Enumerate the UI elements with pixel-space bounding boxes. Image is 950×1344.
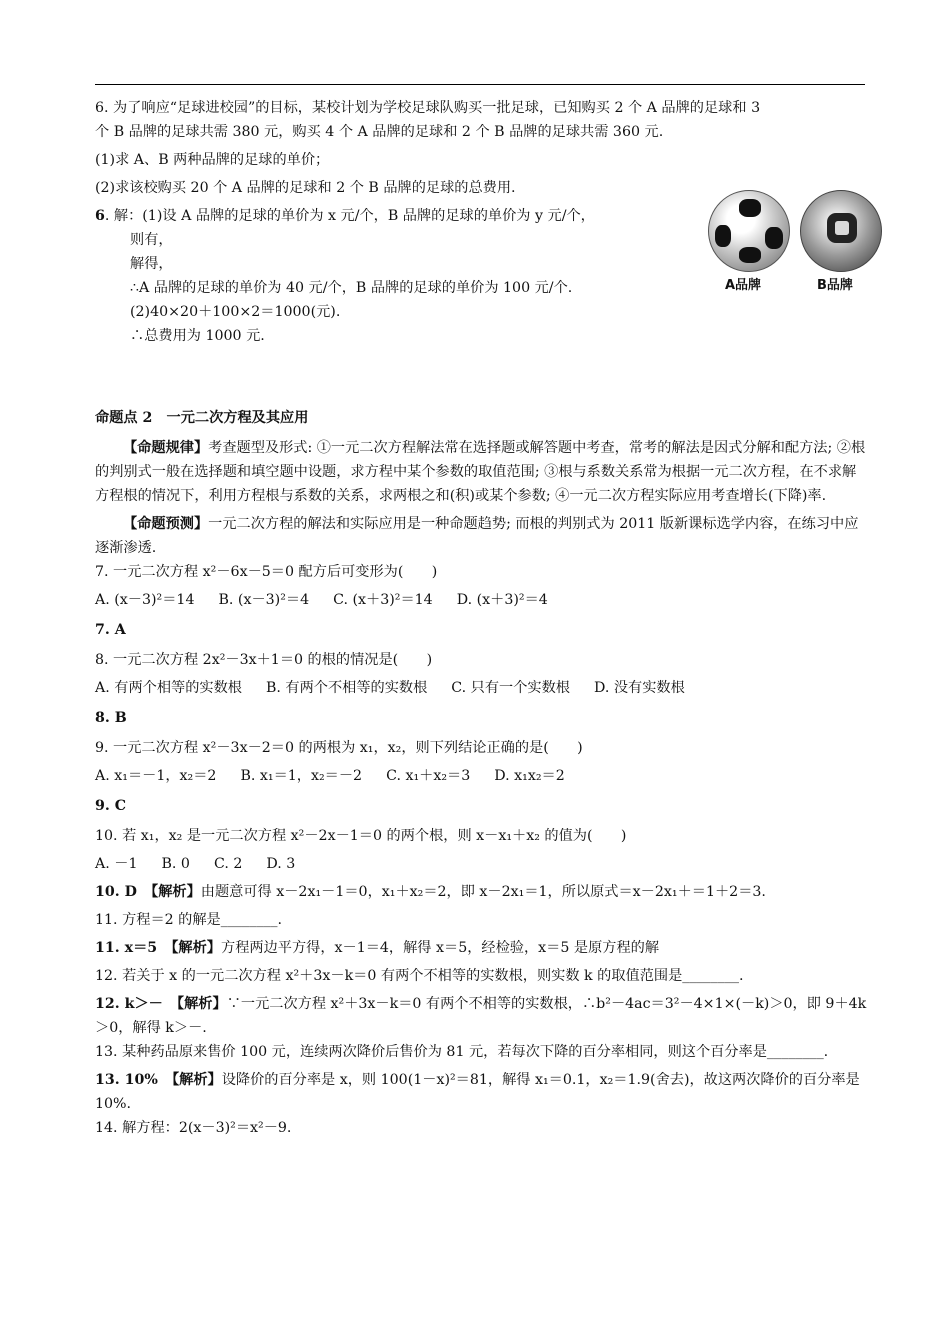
q10-analysis-text: 由题意可得 x－2x₁－1＝0，x₁＋x₂＝2，即 x－2x₁＝1，所以原式＝x－2x₁＋＝1＋2＝3. [200, 884, 766, 900]
rule-tag: 【命题规律】 [123, 440, 209, 456]
football-b-label: B品牌 [817, 278, 853, 293]
q8-options [95, 676, 870, 700]
q10-option-b: B. 0 [161, 856, 190, 872]
football-images [700, 190, 890, 300]
q14-stem: 14. 解方程：2(x－3)²＝x²－9. [95, 1120, 292, 1136]
q7-options [95, 588, 870, 612]
q6-answer-line6: ∴总费用为 1000 元. [130, 328, 265, 344]
q12-analysis-text: ∵一元二次方程 x²＋3x－k＝0 有两个不相等的实数根，∴b²－4ac＝3²－4×1×(－k)＞0，即 9＋4k＞0，解得 k＞－. [95, 996, 867, 1036]
q10-answer-label: 10. D [95, 884, 137, 900]
q11-answer [95, 936, 870, 960]
header-rule [95, 84, 865, 85]
q6-answer-text1: . 解：(1)设 A 品牌的足球的单价为 x 元/个，B 品牌的足球的单价为 y 元/个， [104, 208, 595, 224]
q7-option-a: A. (x－3)²＝14 [95, 592, 195, 608]
q12-analysis-tag: 【解析】 [177, 996, 227, 1012]
q8-answer: 8. B [95, 710, 127, 726]
section-title: 命题点 2 一元二次方程及其应用 [95, 410, 309, 426]
q6-answer-line2: 则有， [130, 232, 173, 248]
q9-stem: 9. 一元二次方程 x²－3x－2＝0 的两根为 x₁，x₂，则下列结论正确的是( ) [95, 740, 583, 756]
football-a-label: A品牌 [725, 278, 762, 293]
q6-answer-label: 6 [95, 208, 105, 224]
q13-answer-label: 13. 10% [95, 1072, 158, 1088]
q9-option-b: B. x₁＝1，x₂＝－2 [240, 768, 363, 784]
q8-option-d: D. 没有实数根 [593, 680, 685, 696]
football-b-image [800, 190, 882, 272]
q7-option-c: C. (x＋3)²＝14 [333, 592, 433, 608]
q13-answer [95, 1068, 870, 1116]
q8-option-b: B. 有两个不相等的实数根 [265, 680, 428, 696]
q7-option-d: D. (x＋3)²＝4 [456, 592, 548, 608]
q6-answer-line3: 解得， [130, 256, 173, 272]
q11-analysis-text: 方程两边平方得，x－1＝4，解得 x＝5，经检验，x＝5 是原方程的解 [221, 940, 660, 956]
q13-analysis-text: 设降价的百分率是 x，则 100(1－x)²＝81，解得 x₁＝0.1，x₂＝1.9(舍去)，故这两次降价的百分率是 10%. [95, 1072, 860, 1112]
q7-option-b: B. (x－3)²＝4 [218, 592, 310, 608]
q12-stem: 12. 若关于 x 的一元二次方程 x²＋3x－k＝0 有两个不相等的实数根，则实数 k 的取值范围是________. [95, 968, 744, 984]
rule-text: 考查题型及形式: ①一元二次方程解法常在选择题或解答题中考查，常考的解法是因式分解和配方法; ②根的判别式一般在选择题和填空题中设题，求方程中某个参数的取值范围; ③根与系数关系常为根据一元二次方程，在不求解方程根的情况下，利用方程根与系数的关系，求两根之和(积)或某个参数; ④一元二次方程实际应用考查增长(下降)率. [95, 440, 866, 504]
football-a-image [708, 190, 790, 272]
q12-answer-label: 12. k＞－ [95, 996, 163, 1012]
q11-analysis-tag: 【解析】 [171, 940, 221, 956]
q6-answer-line5: (2)40×20＋100×2＝1000(元). [130, 304, 341, 320]
q10-option-a: A. －1 [95, 856, 138, 872]
q9-answer: 9. C [95, 798, 127, 814]
q10-answer [95, 880, 870, 904]
q6-sub2: (2)求该校购买 20 个 A 品牌的足球和 2 个 B 品牌的足球的总费用. [95, 180, 516, 196]
q10-analysis-tag: 【解析】 [151, 884, 201, 900]
q10-options [95, 852, 870, 876]
q11-stem: 11. 方程＝2 的解是________. [95, 912, 282, 928]
q6-answer-line4: ∴A 品牌的足球的单价为 40 元/个，B 品牌的足球的单价为 100 元/个. [130, 280, 573, 296]
q13-stem: 13. 某种药品原来售价 100 元，连续两次降价后售价为 81 元，若每次下降的百分率相同，则这个百分率是________. [95, 1044, 829, 1060]
q6-stem-line2: 个 B 品牌的足球共需 380 元，购买 4 个 A 品牌的足球和 2 个 B 品牌的足球共需 360 元. [95, 124, 664, 140]
section-prediction-paragraph [95, 512, 870, 560]
prediction-tag: 【命题预测】 [123, 516, 209, 532]
q9-option-c: C. x₁＋x₂＝3 [386, 768, 471, 784]
q9-options [95, 764, 870, 788]
q6-sub1: (1)求 A、B 两种品牌的足球的单价； [95, 152, 330, 168]
q6-stem-line1: 6. 为了响应“足球进校园”的目标，某校计划为学校足球队购买一批足球，已知购买 2 个 A 品牌的足球和 3 [95, 100, 761, 116]
q12-answer [95, 992, 870, 1040]
q8-option-c: C. 只有一个实数根 [451, 680, 570, 696]
q8-stem: 8. 一元二次方程 2x²－3x＋1＝0 的根的情况是( ) [95, 652, 433, 668]
q7-stem: 7. 一元二次方程 x²－6x－5＝0 配方后可变形为( ) [95, 564, 438, 580]
prediction-text: 一元二次方程的解法和实际应用是一种命题趋势; 而根的判别式为 2011 版新课标选学内容，在练习中应逐渐渗透. [95, 516, 859, 556]
q10-option-d: D. 3 [266, 856, 296, 872]
q7-answer: 7. A [95, 622, 126, 638]
q8-option-a: A. 有两个相等的实数根 [95, 680, 242, 696]
q13-analysis-tag: 【解析】 [172, 1072, 222, 1088]
q11-answer-label: 11. x＝5 [95, 940, 158, 956]
q10-option-c: C. 2 [213, 856, 243, 872]
q9-option-a: A. x₁＝－1，x₂＝2 [95, 768, 217, 784]
q10-stem: 10. 若 x₁，x₂ 是一元二次方程 x²－2x－1＝0 的两个根，则 x－x₁＋x₂ 的值为( ) [95, 828, 627, 844]
q9-option-d: D. x₁x₂＝2 [494, 768, 565, 784]
section-rule-paragraph [95, 436, 870, 508]
